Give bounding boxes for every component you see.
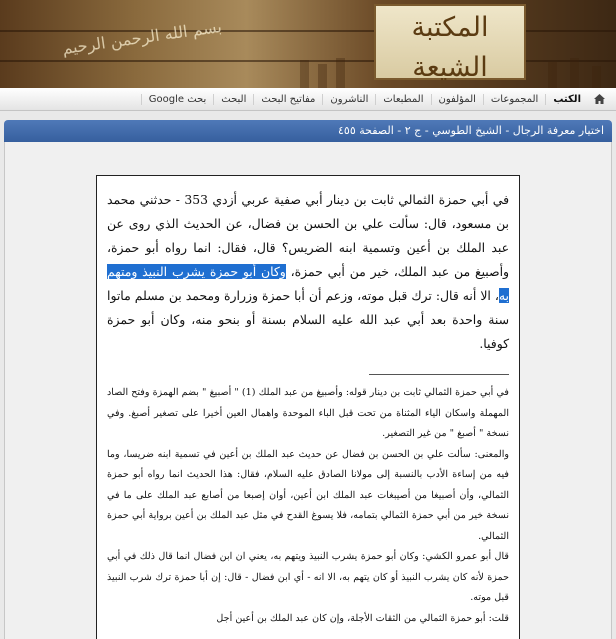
book-spine bbox=[592, 66, 601, 88]
home-icon[interactable] bbox=[590, 88, 608, 110]
site-logo[interactable] bbox=[374, 4, 526, 83]
book-page bbox=[96, 175, 520, 639]
logo-arabic-text: المكتبة الشيعة bbox=[411, 12, 489, 83]
book-spine bbox=[548, 62, 557, 88]
nav-item-publishers[interactable]: الناشرون bbox=[322, 94, 375, 105]
footnote-paragraph: في أبي حمزة الثمالي ثابت بن دينار قوله: وأصبيغ من عبد الملك (1) " أصبيغ " بضم الهمزة وفتح الصاد المهملة واسكان الياء المثناة من تحت قبل الباء الموحدة واهمال العين أخيرا على تصغير أصبغ. وفي نسخة " أصبغ " من غير التصغير. bbox=[107, 387, 509, 439]
nav-item-authors[interactable]: المؤلفون bbox=[431, 94, 483, 105]
nav-item-google-search[interactable]: بحث Google bbox=[141, 94, 214, 105]
nav-item-search-keys[interactable]: مفاتيح البحث bbox=[253, 94, 322, 105]
highlighted-text: وكان أبو حمزة يشرب النبيذ ومتهم به bbox=[107, 264, 509, 303]
page-title: اختيار معرفة الرجال - الشيخ الطوسي - ج ٢ - الصفحة ٤٥٥ bbox=[4, 120, 612, 142]
home-icon-svg bbox=[594, 94, 605, 104]
footnote-paragraph: والمعنى: سألت علي بن الحسن بن فضال عن حديث عبد الملك بن أعين في تسمية ابنه ضريسا، وما فيه من إساءة الأدب بالنسبة إلى مولانا الصادق عليه السلام، فقال: هذا الحديث انما رواه أبو حمزة الثمالي، وأن أصبيغا من أصيبغات عبد الملك ابن أعين، أوان إصبعا من أصابع عبد الملك على ما في نسخة خير من أبي حمزة الثمالي بتمامه، فلا يسوغ القدح في مثل عبد الملك بن أعين برواية أبي حمزة الثمالي. bbox=[107, 448, 509, 542]
main-text bbox=[107, 188, 509, 356]
main-nav bbox=[0, 88, 616, 111]
footnote-paragraph: قال أبو عمرو الكشي: وكان أبو حمزة يشرب النبيذ ويتهم به، يعني ان ابن فضال انما قال ذلك في أبي حمزة لأنه كان يشرب النبيذ أو كان يتهم به، الا انه - أي ابن فضال - قال: إن أبا حمزة ترك شرب النبيذ قبل موته. bbox=[107, 551, 509, 603]
footnote-divider bbox=[369, 374, 509, 375]
site-banner bbox=[0, 0, 616, 88]
book-spine bbox=[336, 58, 345, 88]
book-spine bbox=[318, 64, 327, 88]
nav-item-books[interactable]: الكتب bbox=[545, 94, 588, 105]
nav-item-printers[interactable]: المطبعات bbox=[375, 94, 430, 105]
main-text-part: ، الا أنه قال: ترك قبل موته، وزعم أن أبا حمزة وزرارة ومحمد بن مسلم ماتوا سنة واحدة بعد أبي عبد الله عليه السلام بسنة أو بنحو منه، وكان أبو حمزة كوفيا. bbox=[107, 288, 509, 351]
book-spine bbox=[570, 58, 579, 88]
main-text-part: في أبي حمزة الثمالي ثابت بن دينار أبي صفية عربي أزدي 353 - حدثني محمد بن مسعود، قال: سألت علي بن الحسن بن فضال، عن الحديث الذي روى عن عبد الملك بن أعين وتسمية ابنه الضريس؟ قال، فقال: انما رواه أبو حمزة، وأصبيغ من عبد الملك، خير من أبي حمزة، bbox=[107, 192, 509, 279]
footnote-paragraph: قلت: أبو حمزة الثمالي من الثقات الأجلة، وإن كان عبد الملك بن أعين أجل bbox=[216, 612, 509, 624]
book-spine bbox=[300, 60, 309, 88]
nav-item-collections[interactable]: المجموعات bbox=[483, 94, 545, 105]
nav-list bbox=[141, 88, 588, 110]
nav-item-search[interactable]: البحث bbox=[213, 94, 253, 105]
basmala-calligraphy: بسم الله الرحمن الرحيم bbox=[60, 16, 223, 59]
